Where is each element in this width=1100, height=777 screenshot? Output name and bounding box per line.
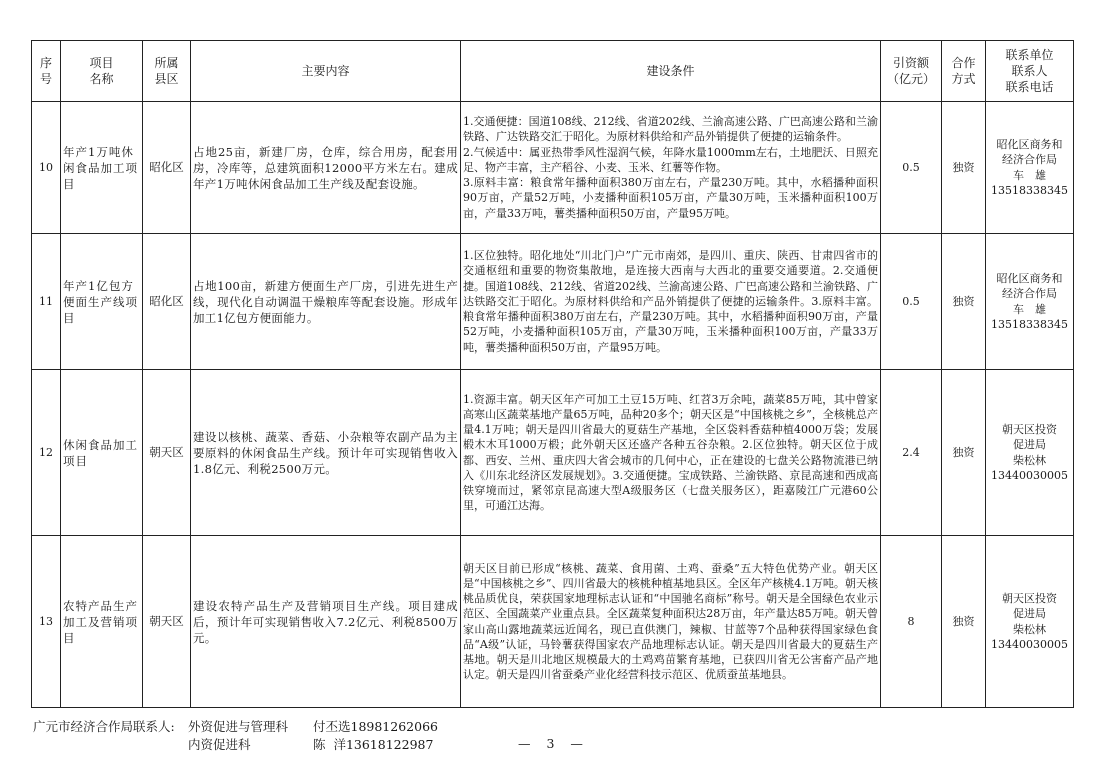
table-row	[32, 536, 1074, 708]
contact-phone: 13440030005	[991, 638, 1068, 651]
district: 昭化区	[143, 102, 191, 234]
cooperation-mode: 独资	[942, 234, 986, 370]
contact-person: 柴松林	[1013, 622, 1046, 636]
header-contact: 联系单位 联系人 联系电话	[986, 41, 1074, 102]
contact-info	[986, 370, 1074, 536]
investment-amount: 2.4	[881, 370, 942, 536]
header-no: 序 号	[32, 41, 61, 102]
contact-person: 柴松林	[1013, 453, 1046, 467]
contact-info	[986, 234, 1074, 370]
district: 朝天区	[143, 370, 191, 536]
condition-item: 3.原料丰富：粮食常年播种面积380万亩左右，产量230万吨。其中，水稻播种面积90万亩，产量52万吨，小麦播种面积105万亩，产量30万吨，玉米播种面积100万亩，产量33万吨，薯类播种面积50万亩，产量95万吨。	[463, 176, 878, 220]
district: 昭化区	[143, 234, 191, 370]
projects-table	[31, 40, 1074, 708]
cooperation-mode: 独资	[942, 370, 986, 536]
cooperation-mode: 独资	[942, 102, 986, 234]
condition-item: 1.资源丰富。朝天区年产可加工土豆15万吨、红苕3万余吨，蔬菜85万吨，其中曾家高寒山区蔬菜基地产量65万吨，品种20多个；朝天区是“中国核桃之乡”，全核桃总产量4.1万吨；朝天是四川省最大的夏菇生产基地，全区袋料香菇种植4000万袋；发展椴木木耳1000万椴；此外朝天区还盛产各种五谷杂粮。2.区位独特。朝天区位于成都、西安、兰州、重庆四大省会城市的几何中心，正在建设的七盘关公路物流港已纳入《川东北经济区发展规划》。3.交通便捷。宝成铁路、兰渝铁路、京昆高速和西成高铁穿境而过，紧邻京昆高速大型A级服务区（七盘关服务区），距嘉陵江广元港60公里，可通江达海。	[463, 392, 878, 513]
build-conditions	[461, 536, 881, 708]
contact-unit: 朝天区投资	[1002, 422, 1057, 436]
footer-lead-spacer	[33, 736, 188, 754]
table-row	[32, 234, 1074, 370]
contact-phone: 13440030005	[991, 469, 1068, 482]
project-name: 年产1亿包方便面生产线项目	[61, 234, 143, 370]
project-name: 年产1万吨休闲食品加工项目	[61, 102, 143, 234]
contact-unit: 经济合作局	[1002, 153, 1057, 166]
footer-contacts	[33, 718, 438, 754]
build-conditions	[461, 234, 881, 370]
contact-unit: 昭化区商务和	[996, 271, 1063, 285]
footer-contact-row	[33, 736, 438, 754]
investment-amount: 0.5	[881, 234, 942, 370]
footer-dept: 内资促进科	[188, 737, 251, 752]
district: 朝天区	[143, 536, 191, 708]
row-no: 13	[32, 536, 61, 708]
page-number: — 3 —	[518, 736, 589, 751]
condition-item: 朝天区目前已形成“核桃、蔬菜、食用菌、土鸡、蚕桑”五大特色优势产业。朝天区是“中国核桃之乡”、四川省最大的核桃种植基地县区。全区年产核桃4.1万吨。朝天核桃品质优良，荣获国家地理标志认证和“中国驰名商标”称号。朝天是全国绿色农业示范区、全国蔬菜产业重点县。全区蔬菜复种面积达28万亩，年产量达85万吨。朝天曾家山高山露地蔬菜远近闻名，现已直供澳门，辣椒、甘蓝等7个品种获得国家绿色食品“A级”认证，马铃薯获得国家农产品地理标志认证。朝天是四川省最大的夏菇生产基地。朝天是川北地区规模最大的土鸡鸡苗繁育基地，已获四川省无公害畜产品产地认定。朝天是四川省蚕桑产业化经营科技示范区、优质蚕茧基地县。	[463, 561, 878, 682]
build-conditions	[461, 102, 881, 234]
project-name: 休闲食品加工项目	[61, 370, 143, 536]
contact-info	[986, 536, 1074, 708]
condition-item: 1.交通便捷：国道108线、212线、省道202线、兰渝高速公路、广巴高速公路和兰渝铁路、广达铁路交汇于昭化。为原材料供给和产品外销提供了便捷的运输条件。	[463, 115, 878, 144]
header-content: 主要内容	[191, 41, 461, 102]
contact-phone: 13518338345	[991, 184, 1068, 197]
condition-item: 1.区位独特。昭化地处“川北门户”广元市南郊，是四川、重庆、陕西、甘肃四省市的交通枢纽和重要的物资集散地，是连接大西南与大西北的重要交通要道。2.交通便捷。国道108线、212线、省道202线、兰渝高速公路、广巴高速公路和兰渝铁路、广达铁路交汇于昭化。为原材料供给和产品外销提供了便捷的运输条件。3.原料丰富。粮食常年播种面积380万亩左右，产量230万吨。其中，水稻播种面积90万亩，产量52万吨，小麦播种面积105万亩，产量30万吨，玉米播种面积100万亩，产量33万吨，薯类播种面积50万亩，产量95万吨。	[463, 249, 878, 354]
header-district: 所属 县区	[143, 41, 191, 102]
header-mode: 合作 方式	[942, 41, 986, 102]
table-row	[32, 370, 1074, 536]
row-no: 12	[32, 370, 61, 536]
footer-person: 付丕选18981262066	[313, 719, 438, 734]
row-no: 10	[32, 102, 61, 234]
contact-person: 车 雄	[1013, 302, 1046, 316]
contact-phone: 13518338345	[991, 318, 1068, 331]
main-content: 建设农特产品生产及营销项目生产线。项目建成后，预计年可实现销售收入7.2亿元、利税8500万元。	[191, 536, 461, 708]
contact-info	[986, 102, 1074, 234]
footer-person: 陈 洋13618122987	[313, 737, 434, 752]
main-content: 建设以核桃、蔬菜、香菇、小杂粮等农副产品为主要原料的休闲食品生产线。预计年可实现销售收入1.8亿元、利税2500万元。	[191, 370, 461, 536]
condition-item: 2.气候适中：属亚热带季风性湿润气候，年降水量1000mm左右，土地肥沃、日照充足、物产丰富，主产稻谷、小麦、玉米、红薯等作物。	[463, 145, 878, 174]
contact-person: 车 雄	[1013, 168, 1046, 182]
contact-unit: 昭化区商务和	[996, 137, 1063, 151]
footer-contact-row	[33, 718, 438, 736]
main-content: 占地25亩，新建厂房，仓库，综合用房，配套用房，冷库等，总建筑面积12000平方米左右。建成年产1万吨休闲食品加工生产线及配套设施。	[191, 102, 461, 234]
cooperation-mode: 独资	[942, 536, 986, 708]
row-no: 11	[32, 234, 61, 370]
main-content: 占地100亩，新建方便面生产厂房，引进先进生产线，现代化自动调温干燥粮库等配套设施。形成年加工1亿包方便面能力。	[191, 234, 461, 370]
table-header-row	[32, 41, 1074, 102]
contact-unit: 朝天区投资	[1002, 591, 1057, 605]
contact-unit: 促进局	[1013, 607, 1046, 620]
footer-lead-label: 广元市经济合作局联系人:	[33, 719, 175, 734]
header-name: 项目 名称	[61, 41, 143, 102]
build-conditions	[461, 370, 881, 536]
investment-amount: 0.5	[881, 102, 942, 234]
investment-amount: 8	[881, 536, 942, 708]
table-row	[32, 102, 1074, 234]
contact-unit: 促进局	[1013, 438, 1046, 451]
contact-unit: 经济合作局	[1002, 287, 1057, 300]
footer-dept: 外资促进与管理科	[188, 719, 289, 734]
project-name: 农特产品生产加工及营销项目	[61, 536, 143, 708]
header-conditions: 建设条件	[461, 41, 881, 102]
header-amount: 引资额 （亿元）	[881, 41, 942, 102]
